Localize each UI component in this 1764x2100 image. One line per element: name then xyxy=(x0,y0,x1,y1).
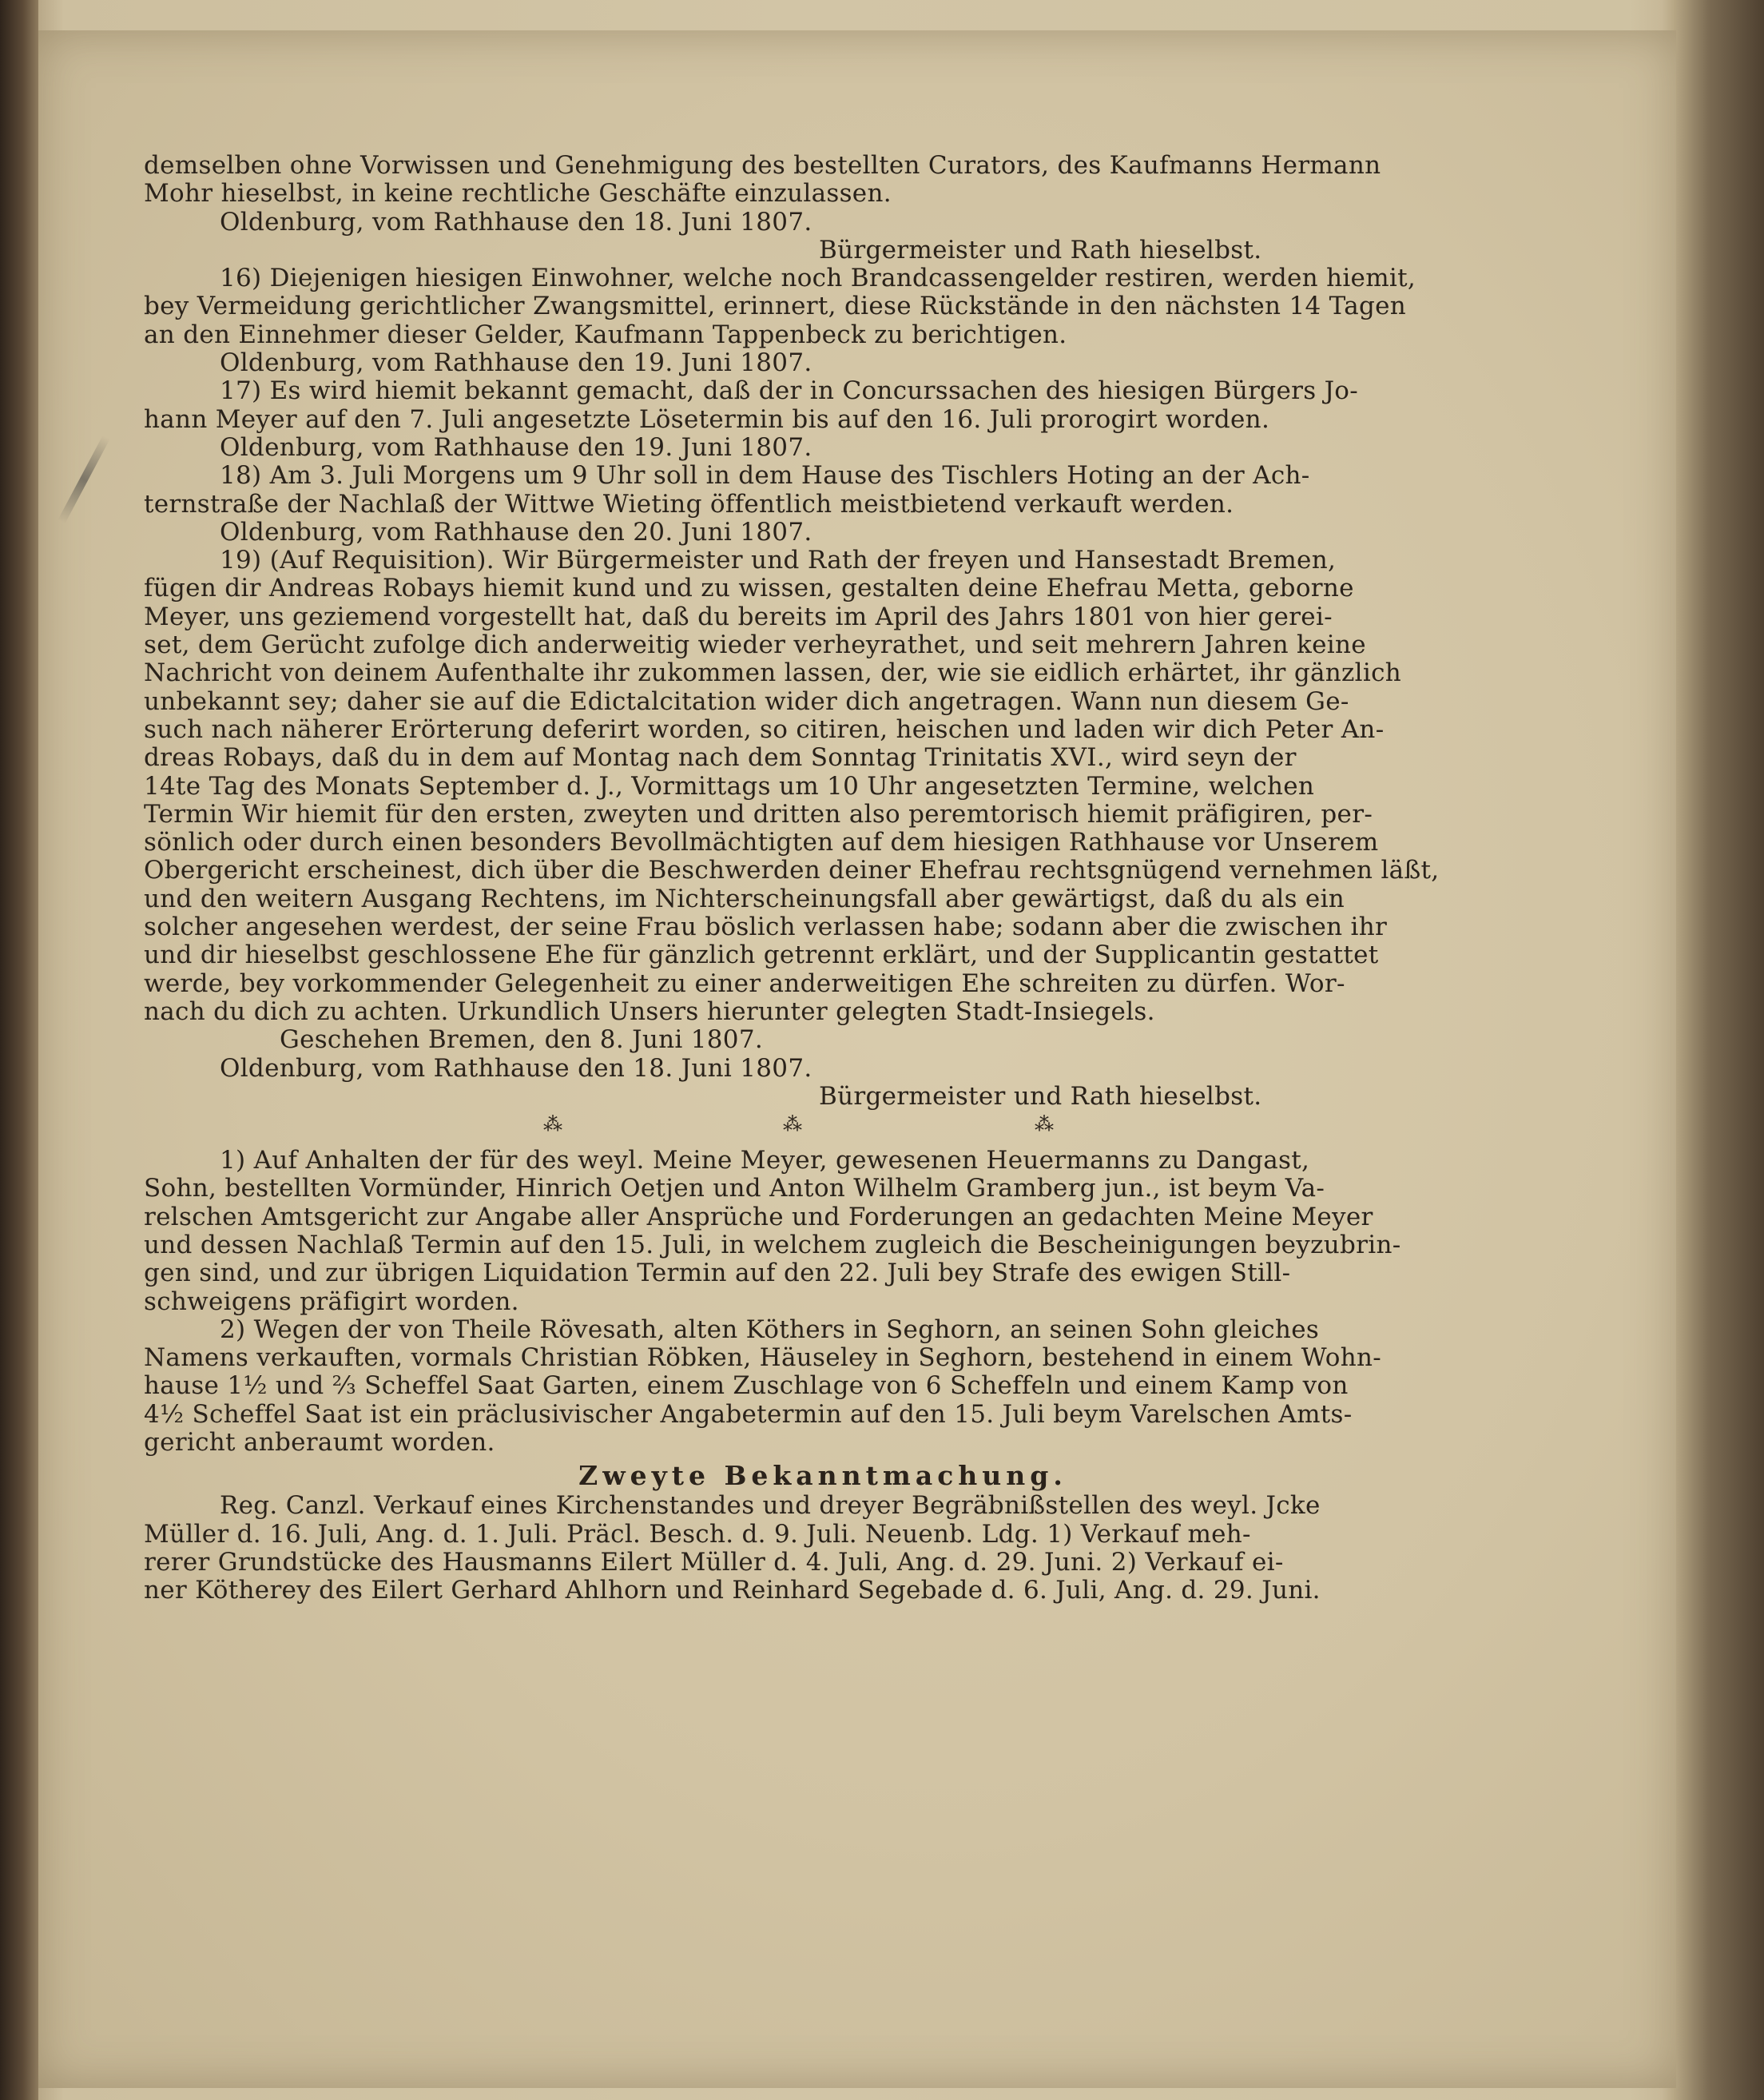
text-line: gen sind, und zur übrigen Liquidation Termin auf den 22. Juli bey Strafe des ewigen Still- xyxy=(144,1259,1291,1288)
place-date-line: Oldenburg, vom Rathhause den 20. Juni 1807. xyxy=(220,517,812,547)
document-body xyxy=(144,152,1502,1605)
signature-line: Bürgermeister und Rath hieselbst. xyxy=(819,235,1262,264)
text-line: Sohn, bestellten Vormünder, Hinrich Oetjen und Anton Wilhelm Gramberg jun., ist beym Va- xyxy=(144,1174,1325,1203)
text-line: 4½ Scheffel Saat ist ein präclusivischer Angabetermin auf den 15. Juli beym Varelschen Amts- xyxy=(144,1399,1353,1429)
text-line: ner Kötherey des Eilert Gerhard Ahlhorn und Reinhard Segebade d. 6. Juli, Ang. d. 29. Juni. xyxy=(144,1576,1321,1605)
book-spine xyxy=(0,0,38,2100)
text-line: such nach näherer Erörterung deferirt worden, so citiren, heischen und laden wir dich Peter An- xyxy=(144,714,1385,744)
text-line: bey Vermeidung gerichtlicher Zwangsmittel, erinnert, diese Rückstände in den nächsten 14 Tagen xyxy=(144,292,1407,321)
place-date-line: Oldenburg, vom Rathhause den 19. Juni 1807. xyxy=(220,348,812,378)
asterism-divider xyxy=(144,1111,1502,1147)
place-date-line: Oldenburg, vom Rathhause den 18. Juni 1807. xyxy=(220,1053,812,1083)
signature-line: Bürgermeister und Rath hieselbst. xyxy=(819,1081,1262,1111)
text-line: rerer Grundstücke des Hausmanns Eilert Müller d. 4. Juli, Ang. d. 29. Juni. 2) Verkauf ei- xyxy=(144,1547,1284,1577)
text-line: und den weitern Ausgang Rechtens, im Nichterscheinungsfall aber gewärtigst, daß du als ein xyxy=(144,884,1345,913)
text-line: dreas Robays, daß du in dem auf Montag nach dem Sonntag Trinitatis XVI., wird seyn der xyxy=(144,743,1297,773)
section-title: Zweyte Bekanntmachung. xyxy=(578,1460,1067,1492)
text-line: Namens verkauften, vormals Christian Röbken, Häuseley in Seghorn, bestehend in einem Wohn- xyxy=(144,1343,1382,1373)
text-line: schweigens präfigirt worden. xyxy=(144,1287,519,1316)
text-line: solcher angesehen werdest, der seine Frau böslich verlassen habe; sodann aber die zwischen ihr xyxy=(144,913,1388,942)
text-line: 2) Wegen der von Theile Rövesath, alten Köthers in Seghorn, an seinen Sohn gleiches xyxy=(220,1314,1320,1344)
place-date-line: Oldenburg, vom Rathhause den 19. Juni 1807. xyxy=(220,432,812,462)
place-date-line: Oldenburg, vom Rathhause den 18. Juni 1807. xyxy=(220,207,812,237)
text-line: fügen dir Andreas Robays hiemit kund und zu wissen, gestalten deine Ehefrau Metta, geborne xyxy=(144,574,1354,603)
text-line: 17) Es wird hiemit bekannt gemacht, daß der in Concurssachen des hiesigen Bürgers Jo- xyxy=(220,376,1359,406)
text-line: hause 1½ und ⅔ Scheffel Saat Garten, einem Zuschlage von 6 Scheffeln und einem Kamp von xyxy=(144,1371,1349,1401)
text-line: demselben ohne Vorwissen und Genehmigung des bestellten Curators, des Kaufmanns Hermann xyxy=(144,151,1381,180)
text-line: unbekannt sey; daher sie auf die Edictalcitation wider dich angetragen. Wann nun diesem Ge- xyxy=(144,686,1349,716)
asterism: ⁂ xyxy=(783,1113,805,1136)
text-line: nach du dich zu achten. Urkundlich Unsers hierunter gelegten Stadt-Insiegels. xyxy=(144,996,1155,1026)
text-line: Mohr hieselbst, in keine rechtliche Geschäfte einzulassen. xyxy=(144,179,892,209)
place-date-line: Geschehen Bremen, den 8. Juni 1807. xyxy=(280,1025,763,1055)
text-line: gericht anberaumt worden. xyxy=(144,1428,495,1458)
text-line: 18) Am 3. Juli Morgens um 9 Uhr soll in dem Hause des Tischlers Hoting an der Ach- xyxy=(220,461,1310,491)
text-line: werde, bey vorkommender Gelegenheit zu einer anderweitigen Ehe schreiten zu dürfen. Wor- xyxy=(144,968,1345,998)
text-line: ternstraße der Nachlaß der Wittwe Wieting öffentlich meistbietend verkauft werden. xyxy=(144,489,1234,519)
asterism: ⁂ xyxy=(543,1113,565,1136)
text-line: Meyer, uns geziemend vorgestellt hat, daß du bereits im April des Jahrs 1801 von hier gerei- xyxy=(144,602,1333,631)
text-line: Reg. Canzl. Verkauf eines Kirchenstandes und dreyer Begräbnißstellen des weyl. Jcke xyxy=(220,1491,1321,1521)
text-line: an den Einnehmer dieser Gelder, Kaufmann Tappenbeck zu berichtigen. xyxy=(144,320,1067,349)
text-line: 1) Auf Anhalten der für des weyl. Meine Meyer, gewesenen Heuermanns zu Dangast, xyxy=(220,1146,1310,1175)
text-line: hann Meyer auf den 7. Juli angesetzte Lösetermin bis auf den 16. Juli prorogirt worden. xyxy=(144,404,1270,434)
text-line: relschen Amtsgericht zur Angabe aller Ansprüche und Forderungen an gedachten Meine Meyer xyxy=(144,1202,1373,1231)
text-line: 16) Diejenigen hiesigen Einwohner, welche noch Brandcassengelder restiren, werden hiemit, xyxy=(220,264,1416,293)
text-line: Obergericht erscheinest, dich über die Beschwerden deiner Ehefrau rechtsgnügend vernehmen läßt, xyxy=(144,856,1440,885)
text-line: und dessen Nachlaß Termin auf den 15. Juli, in welchem zugleich die Bescheinigungen beyzubrin- xyxy=(144,1230,1401,1259)
text-line: Nachricht von deinem Aufenthalte ihr zukommen lassen, der, wie sie eidlich erhärtet, ihr gänzlich xyxy=(144,658,1401,688)
text-line: set, dem Gerücht zufolge dich anderweitig wieder verheyrathet, und seit mehrern Jahren keine xyxy=(144,630,1366,660)
asterism: ⁂ xyxy=(1035,1113,1056,1136)
text-line: Müller d. 16. Juli, Ang. d. 1. Juli. Präcl. Besch. d. 9. Juli. Neuenb. Ldg. 1) Verkauf meh- xyxy=(144,1519,1251,1549)
text-line: sönlich oder durch einen besonders Bevollmächtigten auf dem hiesigen Rathhause vor Unserem xyxy=(144,828,1379,857)
text-line: Termin Wir hiemit für den ersten, zweyten und dritten also peremtorisch hiemit präfigiren, per- xyxy=(144,799,1373,829)
text-line: 14te Tag des Monats September d. J., Vormittags um 10 Uhr angesetzten Termine, welchen xyxy=(144,771,1315,801)
text-line: 19) (Auf Requisition). Wir Bürgermeister und Rath der freyen und Hansestadt Bremen, xyxy=(220,546,1337,575)
text-line: und dir hieselbst geschlossene Ehe für gänzlich getrennt erklärt, und der Supplicantin gestattet xyxy=(144,941,1379,970)
